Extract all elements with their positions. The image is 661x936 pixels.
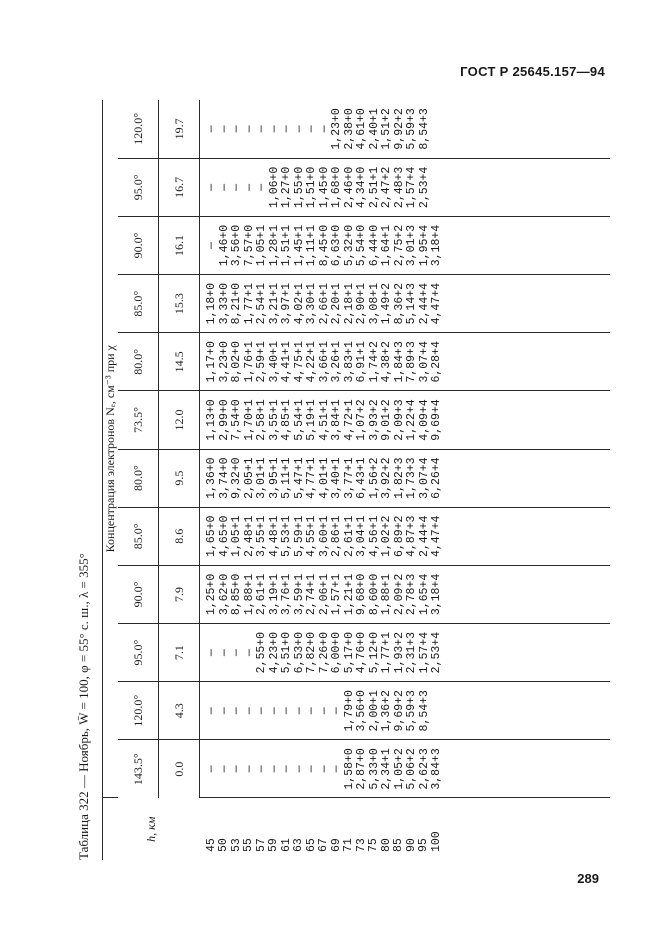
value-column: — — — — — — — — — — — 1,79+0 3,56+0 2,00+1 1,36+2 9,69+2 5,59+3 8,54+3 xyxy=(200,682,611,740)
time-header-row xyxy=(159,100,200,860)
value-column: — — — — 2,55+0 4,23+0 5,51+0 6,53+0 7,82+0 7,26+0 6,00+0 5,17+0 4,76+0 5,12+0 1,77+1 1,93+2 2,31+3 1,57+4 2,53+4 xyxy=(200,624,611,682)
table-caption: Таблица 322 — Ноябрь, W̄ = 100, φ = 55° с. ш., λ = 355° xyxy=(76,553,91,860)
time-header-cell: 12.0 xyxy=(159,391,200,449)
standard-header: ГОСТ Р 25645.157—94 xyxy=(460,64,605,79)
page-number: 289 xyxy=(577,871,599,886)
chi-header-row xyxy=(118,100,159,860)
chi-header-cell: 90.0° xyxy=(118,565,159,623)
value-column: — — — — — 1,06+0 1,27+0 1,55+0 1,51+0 1,45+0 1,68+0 2,46+0 4,34+0 2,51+1 2,47+2 2,48+3 1,57+4 2,53+4 xyxy=(200,158,611,216)
time-header-cell: 19.7 xyxy=(159,100,200,158)
time-header-cell: 8.6 xyxy=(159,507,200,565)
value-column: 1,17+0 3,23+0 8,02+0 1,76+1 2,59+1 3,40+1 4,41+1 4,75+1 4,22+1 3,66+1 3,26+1 3,83+1 6,91+1 1,74+2 4,38+2 1,84+3 7,89+3 3,07+4 6,28+4 xyxy=(200,333,611,391)
time-header-cell: 14.5 xyxy=(159,333,200,391)
time-header-cell: 0.0 xyxy=(159,740,200,798)
chi-header-cell: 120.0° xyxy=(118,682,159,740)
table-row xyxy=(200,100,611,860)
chi-header-cell: 80.0° xyxy=(118,333,159,391)
group-header: Концентрация электронов Nₑ, см⁻³ при χ xyxy=(103,100,119,798)
chi-header-cell: 95.0° xyxy=(118,158,159,216)
chi-header-cell: 90.0° xyxy=(118,216,159,274)
chi-header-cell: 73.5° xyxy=(118,391,159,449)
chi-header-cell: 143.5° xyxy=(118,740,159,798)
height-header: h, км xyxy=(103,798,200,860)
time-header-cell: 15.3 xyxy=(159,275,200,333)
chi-header-cell: 80.0° xyxy=(118,449,159,507)
rotated-table-block xyxy=(72,100,612,860)
chi-header-cell: 120.0° xyxy=(118,100,159,158)
time-header-cell: 7.9 xyxy=(159,565,200,623)
time-header-cell: 4.3 xyxy=(159,682,200,740)
value-column: — — — — — — — — — — — 1,58+0 2,87+0 5,33+0 2,34+1 1,05+2 5,06+2 2,62+3 3,84+3 xyxy=(200,740,611,798)
value-column: 1,13+0 2,99+0 7,54+0 1,70+1 2,58+1 3,55+1 4,85+1 5,54+1 5,19+1 4,51+1 3,84+1 4,72+1 1,07+2 3,93+2 9,01+2 2,09+3 1,22+4 4,09+4 9,69+4 xyxy=(200,391,611,449)
chi-header-cell: 95.0° xyxy=(118,624,159,682)
height-values: 45 50 53 55 57 59 61 63 65 67 69 71 73 75 80 85 90 95 100 xyxy=(204,831,443,852)
time-header-cell: 16.1 xyxy=(159,216,200,274)
value-column: 1,18+0 3,33+0 8,21+0 1,77+1 2,54+1 3,21+1 3,97+1 4,02+1 3,30+1 2,66+1 2,20+1 2,18+1 2,90+1 3,08+1 1,49+2 8,36+2 5,14+3 2,44+4 4,47+4 xyxy=(200,275,611,333)
chi-header-cell: 85.0° xyxy=(118,507,159,565)
electron-concentration-table xyxy=(102,100,610,860)
value-column: 1,25+0 3,62+0 8,85+0 1,88+1 2,61+1 3,19+1 3,76+1 3,59+1 2,74+1 2,06+1 1,57+1 1,21+1 9,68+0 8,60+0 1,88+1 2,09+2 2,78+3 1,65+4 3,18+4 xyxy=(200,565,611,623)
value-column: — 1,46+0 3,56+0 7,57+0 1,05+1 1,28+1 1,51+1 1,45+1 1,11+1 8,45+0 6,63+0 5,32+0 5,54+0 6,44+0 1,64+1 2,75+2 3,01+3 1,95+4 3,18+4 xyxy=(200,216,611,274)
time-header-cell: 16.7 xyxy=(159,158,200,216)
value-column: — — — — — — — — — — 1,23+0 2,38+0 4,61+0 2,40+1 1,51+2 9,92+2 5,59+3 8,54+3 xyxy=(200,100,611,158)
chi-header-cell: 85.0° xyxy=(118,275,159,333)
value-column: 1,65+0 4,65+0 1,05+1 2,48+1 3,55+1 4,48+1 5,53+1 5,59+1 4,55+1 3,60+1 2,86+1 2,61+1 3,04+1 4,56+1 1,02+2 6,89+2 4,87+3 2,44+4 4,47+4 xyxy=(200,507,611,565)
time-header-cell: 7.1 xyxy=(159,624,200,682)
value-column: 1,36+0 3,74+0 9,32+0 2,05+1 3,01+1 3,95+1 5,11+1 5,47+1 4,77+1 4,01+1 3,40+1 3,77+1 6,43+1 1,56+2 3,92+2 1,82+3 1,73+3 3,07+4 6,26+4 xyxy=(200,449,611,507)
time-header-cell: 9.5 xyxy=(159,449,200,507)
